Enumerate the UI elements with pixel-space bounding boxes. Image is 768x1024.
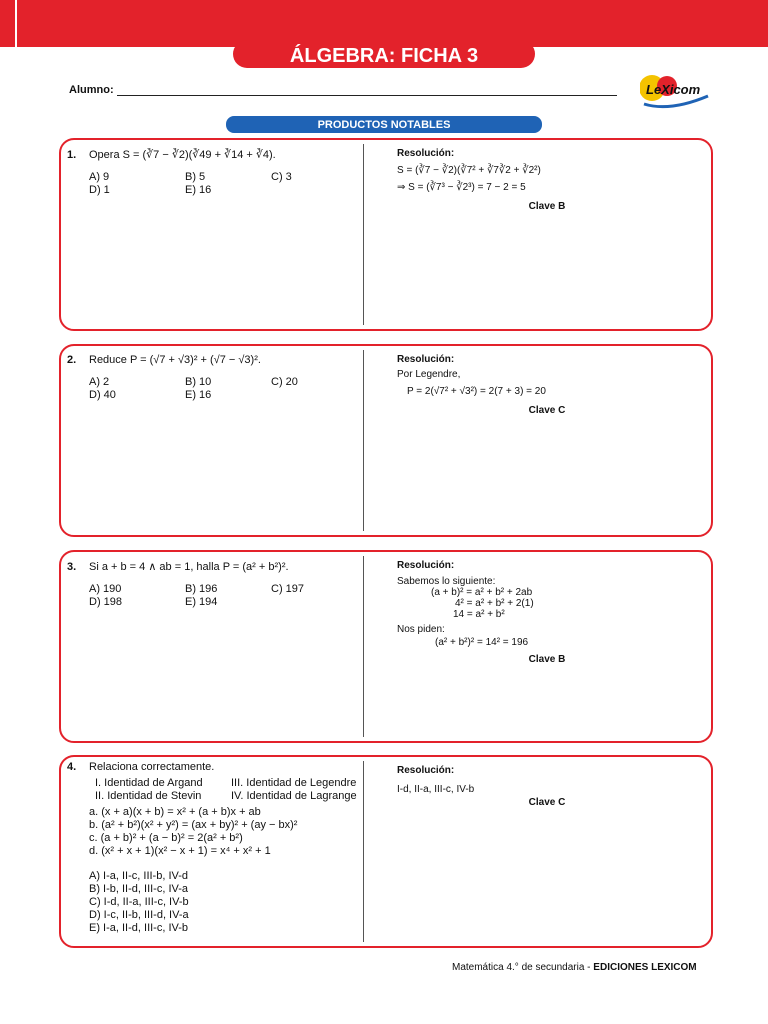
lexicom-logo — [640, 66, 712, 114]
option[interactable]: C) I-d, II-a, III-c, IV-b — [89, 896, 189, 908]
option[interactable]: E) 194 — [185, 596, 218, 608]
option[interactable]: B) 196 — [185, 583, 218, 595]
identity-name: IV. Identidad de Lagrange — [231, 790, 357, 802]
options-list — [89, 870, 353, 935]
option[interactable]: B) I-b, II-d, III-c, IV-a — [89, 883, 189, 895]
svg-text:LeXicom: LeXicom — [646, 82, 701, 97]
problem-4-question — [67, 761, 357, 935]
card-divider — [363, 350, 364, 531]
resolution-line: ⇒ S = (∛7³ − ∛2³) = 7 − 2 = 5 — [397, 182, 526, 193]
identity-item: d. (x² + x + 1)(x² − x + 1) = x⁴ + x² + 1 — [89, 845, 271, 857]
problem-number: 3. — [67, 561, 77, 573]
problem-4-card — [59, 755, 713, 948]
answer-key: Clave C — [528, 797, 566, 808]
card-divider — [363, 144, 364, 325]
page-footer — [452, 962, 697, 973]
banner-tick — [15, 0, 17, 47]
problem-number: 1. — [67, 149, 77, 161]
problem-statement: Si a + b = 4 ∧ ab = 1, halla P = (a² + b²)². — [89, 561, 289, 573]
problem-2-card — [59, 344, 713, 537]
option[interactable]: A) 2 — [89, 376, 110, 388]
problem-3-question — [67, 560, 353, 608]
resolution-title: Resolución: — [397, 148, 455, 159]
option[interactable]: C) 197 — [271, 583, 305, 595]
answer-key: Clave B — [528, 201, 566, 212]
resolution-title: Resolución: — [397, 354, 455, 365]
page-title: ÁLGEBRA: FICHA 3 — [233, 40, 535, 68]
footer-text: Matemática 4.° de secundaria - — [452, 962, 594, 973]
option[interactable]: E) 16 — [185, 389, 212, 401]
section-title: PRODUCTOS NOTABLES — [226, 116, 542, 133]
resolution-title: Resolución: — [397, 765, 455, 776]
options-list — [89, 376, 353, 401]
option[interactable]: B) 10 — [185, 376, 212, 388]
identity-names — [95, 777, 357, 802]
option[interactable]: E) I-a, II-d, III-c, IV-b — [89, 922, 189, 934]
problem-statement: Reduce P = (√7 + √3)² + (√7 − √3)². — [89, 354, 261, 366]
problem-1-resolution — [397, 148, 697, 212]
resolution-line: 14 = a² + b² — [453, 609, 505, 620]
identity-name: III. Identidad de Legendre — [231, 777, 357, 789]
problem-2-resolution — [397, 354, 697, 416]
option[interactable]: B) 5 — [185, 171, 206, 183]
problem-1-card — [59, 138, 713, 331]
option[interactable]: D) 198 — [89, 596, 123, 608]
footer-brand: EDICIONES LEXICOM — [593, 962, 697, 973]
resolution-line: S = (∛7 − ∛2)(∛7² + ∛7∛2 + ∛2²) — [397, 165, 541, 176]
resolution-line: Sabemos lo siguiente: — [397, 576, 496, 587]
resolution-line: Nos piden: — [397, 624, 445, 635]
option[interactable]: C) 3 — [271, 171, 292, 183]
identity-item: c. (a + b)² + (a − b)² = 2(a² + b²) — [89, 832, 243, 844]
resolution-line: (a² + b²)² = 14² = 196 — [435, 637, 529, 648]
problem-2-question — [67, 354, 353, 401]
identity-name: I. Identidad de Argand — [95, 777, 203, 789]
problem-4-resolution — [397, 765, 697, 808]
option[interactable]: A) 190 — [89, 583, 122, 595]
answer-key: Clave C — [528, 405, 566, 416]
resolution-line: P = 2(√7² + √3²) = 2(7 + 3) = 20 — [407, 386, 546, 397]
card-divider — [363, 556, 364, 737]
problem-number: 4. — [67, 761, 77, 773]
problem-statement: Opera S = (∛7 − ∛2)(∛49 + ∛14 + ∛4). — [89, 149, 276, 161]
resolution-line: I-d, II-a, III-c, IV-b — [397, 784, 475, 795]
resolution-line: 4² = a² + b² + 2(1) — [455, 598, 534, 609]
student-name-line[interactable] — [117, 95, 617, 96]
student-label: Alumno: — [69, 84, 114, 96]
option[interactable]: A) 9 — [89, 171, 110, 183]
problem-3-resolution — [397, 560, 697, 665]
identity-name: II. Identidad de Stevin — [95, 790, 202, 802]
identity-item: b. (a² + b²)(x² + y²) = (ax + by)² + (ay − bx)² — [89, 819, 298, 831]
option[interactable]: D) 40 — [89, 389, 116, 401]
option[interactable]: D) I-c, II-b, III-d, IV-a — [89, 909, 189, 921]
option[interactable]: D) 1 — [89, 184, 110, 196]
problem-1-question — [67, 148, 353, 196]
resolution-line: Por Legendre, — [397, 369, 461, 380]
resolution-title: Resolución: — [397, 560, 455, 571]
identity-items — [89, 806, 353, 858]
option[interactable]: C) 20 — [271, 376, 298, 388]
problem-number: 2. — [67, 354, 77, 366]
options-list — [89, 171, 353, 196]
resolution-line: (a + b)² = a² + b² + 2ab — [431, 587, 533, 598]
options-list — [89, 583, 353, 608]
problem-statement: Relaciona correctamente. — [89, 761, 215, 773]
problem-3-card — [59, 550, 713, 743]
option[interactable]: E) 16 — [185, 184, 212, 196]
identity-item: a. (x + a)(x + b) = x² + (a + b)x + ab — [89, 806, 261, 818]
answer-key: Clave B — [528, 654, 566, 665]
option[interactable]: A) I-a, II-c, III-b, IV-d — [89, 870, 189, 882]
